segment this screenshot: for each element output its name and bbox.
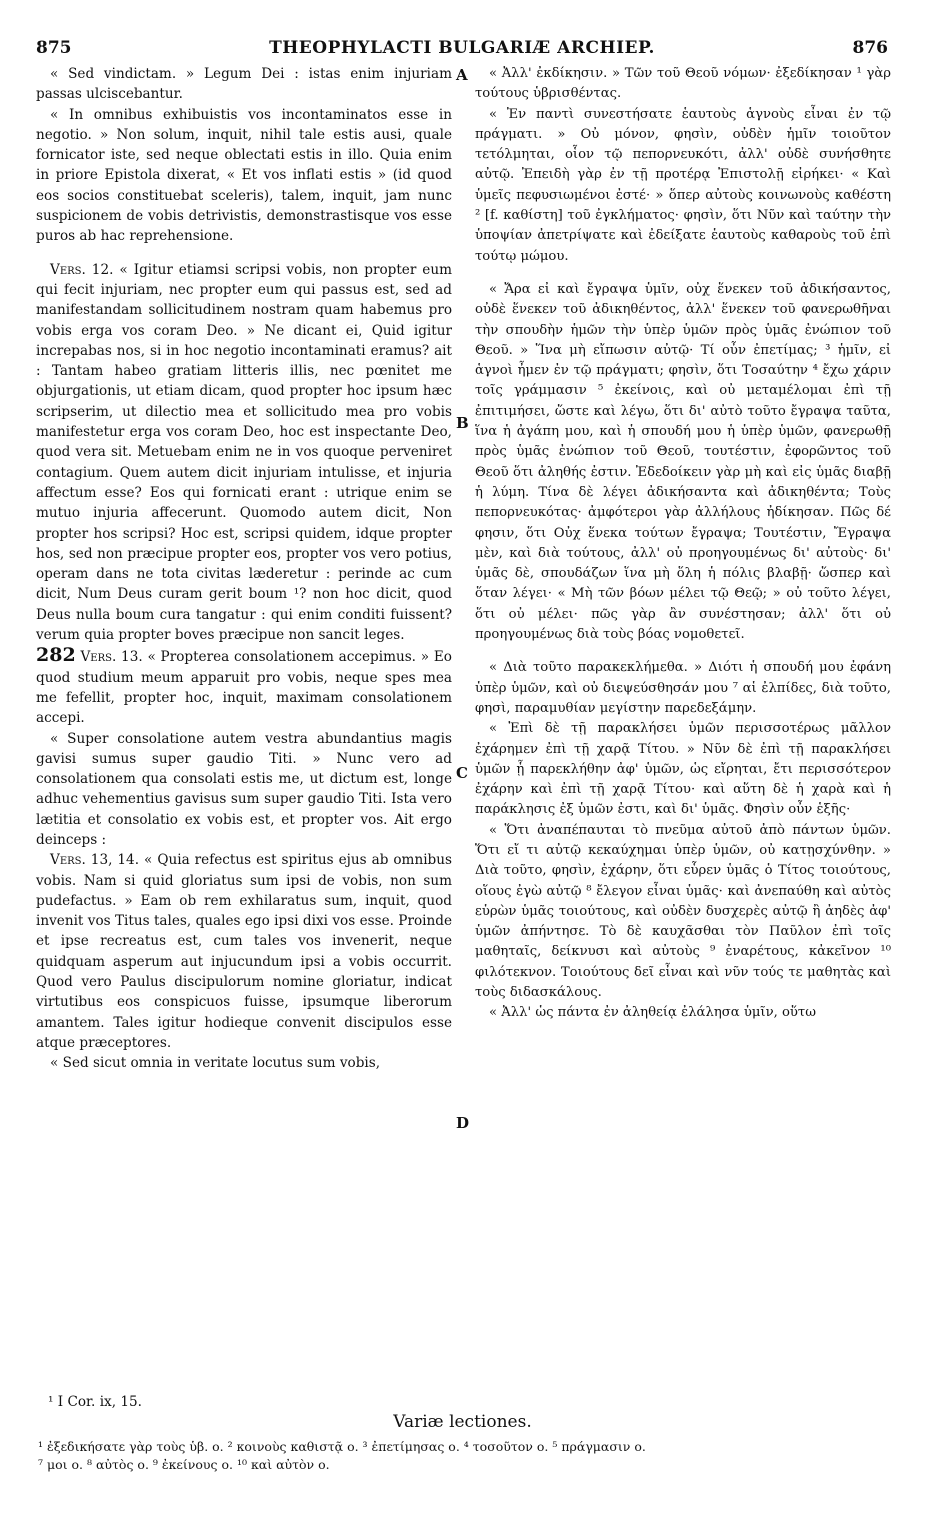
latin-paragraph: 282 Vers. 13. « Propterea consolationem accepimus. » Eo quod studium meum apparuit pro vobis, neque spes mea me fefellit, propter hoc, inquit, maximam consolationem accepi. bbox=[36, 644, 452, 727]
page-number-right: 876 bbox=[852, 38, 888, 58]
page-number-left: 875 bbox=[36, 38, 72, 58]
latin-paragraph: « In omnibus exhibuistis vos incontaminatos esse in negotio. » Non solum, inquit, nihil tale estis ausi, quale fornicator iste, sed neque oblectati estis in illo. Quia enim in priore Epistola dixerat, « Et vos inflati estis » (id quod eos socios constituebat sceleris), talem, inquit, jam nunc suspicionem de vobis detrivistis, demonstrastisque vos esse puros ab hac reprehensione. bbox=[36, 106, 452, 245]
greek-paragraph: « Ἀλλ' ὡς πάντα ἐν ἀληθείᾳ ἐλάλησα ὑμῖν, οὕτω bbox=[489, 1005, 816, 1021]
margin-marker-a: A bbox=[456, 66, 468, 84]
verse-label: Vers. 13. bbox=[80, 649, 143, 666]
greek-paragraph: « Ἄρα εἰ καὶ ἔγραψα ὑμῖν, οὐχ ἕνεκεν τοῦ ἀδικήσαντος, οὐδὲ ἕνεκεν τοῦ ἀδικηθέντος, ἀλλ' ἕνεκεν τοῦ φανερωθῆναι τὴν σπουδὴν ἡμῶν τὴν ὑπὲρ ὑμῶν πρὸς ὑμᾶς ἐνώπιον τοῦ Θεοῦ. » Ἵνα μὴ εἴπωσιν αὐτῷ· Τί οὖν ἐπετίμας; ³ ἡμῖν, εἰ ἁγνοὶ ἦμεν ἐν τῷ πράγματι; φησὶν, ὅτι Τοσαύτην ⁴ ἔχω χάριν τοῖς γράμμασιν ⁵ ἐκείνοις, καὶ οὐ μεταμέλομαι ἐπὶ τῇ ἐπιτιμήσει, ὥστε καὶ λέγω, ὅτι δι' αὐτὸ τοῦτο ἔγραψα ταῦτα, ἵνα ἡ ἀγάπη μου, καὶ ἡ σπουδή μου ἡ ὑπὲρ ὑμῶν, φανερωθῇ πρὸς ὑμᾶς ἐνώπιον τοῦ Θεοῦ, τουτέστιν, ἐφορῶντος τοῦ Θεοῦ ὅτι ἀληθής ἐστιν. Ἐδεδοίκειν γὰρ μὴ καὶ εἰς ὑμᾶς διαβῇ ἡ λύμη. Τίνα δὲ λέγει ἀδικήσαντα καὶ ἀδικηθέντα; Τοὺς πεπορνευκότας· ἀμφότεροι γὰρ ἀλλήλους ἠδίκησαν. Πῶς δέ φησιν, ὅτι Οὐχ ἕνεκα τούτων ἔγραψα; Τουτέστιν, Ἔγραψα μὲν, καὶ διὰ τούτους, ἀλλ' οὐ προηγουμένως δι' αὐτοὺς· δι' ὑμᾶς δὲ, σπουδάζων ἵνα μὴ ὅλη ἡ πόλις βλαβῇ· ὥσπερ καὶ ὅταν λέγει· « Μὴ τῶν βόων μέλει τῷ Θεῷ; » οὐ τοῦτο λέγει, ὅτι οὐ μέλει· πῶς γὰρ ἂν συνέστησαν; ἀλλ' ὅτι οὐ προηγουμένως διὰ τοὺς βόας νομοθετεῖ. bbox=[475, 281, 891, 643]
latin-column bbox=[36, 64, 452, 1074]
greek-paragraph: « Ἐν παντὶ συνεστήσατε ἑαυτοὺς ἁγνοὺς εἶναι ἐν τῷ πράγματι. » Οὐ μόνον, φησὶν, οὐδὲν ἡμῖν τοιοῦτον τετόλμηται, οἷον τῷ πεπορνευκότι, ἀλλ' οὐδὲ συνήσθητε αὐτῷ. Ἐπειδὴ γὰρ ἐν τῇ προτέρᾳ Ἐπιστολῇ εἰρήκει· « Καὶ ὑμεῖς πεφυσιωμένοι ἐστέ· » ὅπερ αὐτοὺς κοινωνοὺς καθέστη ² [f. καθίστη] τοῦ ἐγκλήματος· φησὶν, ὅτι Νῦν καὶ ταύτην τὴν ὑποψίαν ἀπετρίψατε καὶ ἐδείξατε ἑαυτοὺς καθαροὺς τοῦ ἐπὶ τούτῳ μώμου. bbox=[475, 106, 891, 264]
latin-paragraph: « Super consolatione autem vestra abundantius magis gavisi sumus super gaudio Titi. » Nunc vero ad consolationem qua consolati estis me, ut dictum est, longe adhuc vehementius gavisus sum super gaudio Titi. Ista vero lætitia et consolatio ex vobis est, et propter vos. Ait ergo deinceps : bbox=[36, 730, 452, 848]
verse-label: Vers. 13, 14. bbox=[50, 852, 140, 869]
verse-label: Vers. 12. bbox=[50, 261, 114, 278]
margin-marker-c: C bbox=[456, 764, 468, 782]
greek-column bbox=[475, 64, 891, 1024]
latin-paragraph: Vers. 12. « Igitur etiamsi scripsi vobis, non propter eum qui fecit injuriam, nec propter eum qui passus est, sed ad manifestandam sollicitudinem nostram quam habemus pro vobis erga vos coram Deo. » Ne dicant ei, Quid igitur increpabas nos, si in hoc negotio incontaminati eramus? ait : Tantam habeo gratiam litteris illis, nec pœnitet me objurgationis, ut etiam dicam, quod propter hoc ipsum hæc scripserim, ut dilectio mea et sollicitudo mea pro vobis manifestetur erga vos coram Deo, hoc est inspectante Deo, quod vera sit. Metuebam enim ne in vos quoque perveniret contagium. Quem autem dicit injuriam intulisse, et injuria affectum esse? Eos qui fornicati erant : utrique enim se mutuo injuria affecerunt. Quomodo autem dicit, Non propter hos scripsi? Hoc est, scripsi quidem, idque propter hos, sed non præcipue propter eos, propter vos vero potius, operam dans ne tota civitas læderetur : perinde ac cum dicit, Num Deus curam gerit boum ¹? non hoc dicit, quod Deus nulla boum cura tangatur : qui enim conditi fuissent? verum quia propter boves præcipue non sancit leges. bbox=[36, 261, 452, 644]
latin-paragraph: « Sed vindictam. » Legum Dei : istas enim injuriam passas ulciscebantur. bbox=[36, 66, 452, 103]
footnote: ¹ I Cor. ix, 15. bbox=[48, 1394, 142, 1410]
latin-paragraph: Vers. 13, 14. « Quia refectus est spiritus ejus ab omnibus vobis. Nam si quid gloriatus sum ipsi de vobis, non sum pudefactus. » Eam ob rem exhilaratus sum, inquit, quod invenit vos Titus tales, quales ego ipsi dixi vos esse. Proinde et ipse recreatus est, cum tales vos invenerit, neque quidquam asperum aut injucundum ipsi a vobis occurrit. Quod vero Paulus discipulorum nomine gloriatur, indicat virtutibus eos conspicuos fuisse, ipsumque liberorum amantem. Tales igitur hodieque convenit discipulos esse atque præceptores. bbox=[36, 852, 452, 1051]
section-number: 282 bbox=[36, 644, 76, 667]
variant-readings-line: ⁷ μοι ο. ⁸ αὐτὸς ο. ⁹ ἐκείνους ο. ¹⁰ καὶ αὐτὸν ο. bbox=[38, 1457, 330, 1472]
margin-marker-b: B bbox=[456, 414, 469, 432]
running-title: THEOPHYLACTI BULGARIÆ ARCHIEP. bbox=[269, 38, 655, 58]
variae-lectiones-heading: Variæ lectiones. bbox=[393, 1412, 532, 1432]
greek-paragraph: « Ἀλλ' ἐκδίκησιν. » Τῶν τοῦ Θεοῦ νόμων· ἐξεδίκησαν ¹ γὰρ τούτους ὑβρισθέντας. bbox=[475, 66, 891, 102]
page-header bbox=[36, 38, 888, 62]
greek-paragraph: « Ὅτι ἀναπέπαυται τὸ πνεῦμα αὐτοῦ ἀπὸ πάντων ὑμῶν. Ὅτι εἴ τι αὐτῷ κεκαύχημαι ὑπὲρ ὑμῶν, οὐ κατῃσχύνθην. » Διὰ τοῦτο, φησὶν, ἐχάρην, ὅτι εὗρεν ὑμᾶς ὁ Τίτος τοιούτους, οἵους ἐγὼ αὐτῷ ⁸ ἔλεγον εἶναι ὑμᾶς· καὶ ἀνεπαύθη καὶ αὐτὸς εὑρὼν ὑμᾶς τοιούτους, καὶ οὐδὲν δυσχερὲς αὐτῷ ἢ ἀηδὲς ἀφ' ὑμῶν ἀπήντησε. Τὸ δὲ καυχᾶσθαι τὸν Παῦλον ἐπὶ τοῖς μαθηταῖς, δείκνυσι καὶ αὐτοὺς ⁹ ἐναρέτους, κἀκεῖνον ¹⁰ φιλότεκνον. Τοιούτους δεῖ εἶναι καὶ νῦν τούς τε μαθητὰς καὶ τοὺς διδασκάλους. bbox=[475, 822, 891, 1001]
greek-paragraph: « Ἐπὶ δὲ τῇ παρακλήσει ὑμῶν περισσοτέρως μᾶλλον ἐχάρημεν ἐπὶ τῇ χαρᾷ Τίτου. » Νῦν δὲ ἐπὶ τῇ παρακλήσει ὑμῶν ᾗ παρεκλήθην ἀφ' ὑμῶν, ὡς εἴρηται, ἔτι περισσότερον ἐχάρην καὶ ἐπὶ τῇ χαρᾷ Τίτου· καὶ αὕτη δὲ ἡ χαρὰ καὶ ἡ παράκλησις ἐξ ὑμῶν ἐστι, καὶ δι' ὑμᾶς. Φησὶν οὖν ἑξῆς· bbox=[475, 721, 891, 818]
variant-readings-line: ¹ ἐξεδικήσατε γὰρ τοὺς ὑβ. ο. ² κοινοὺς καθιστᾷ ο. ³ ἐπετίμησας ο. ⁴ τοσοῦτον ο. ⁵ πράγμασιν ο. bbox=[38, 1439, 646, 1454]
margin-marker-d: D bbox=[456, 1114, 470, 1132]
greek-paragraph: « Διὰ τοῦτο παρακεκλήμεθα. » Διότι ἡ σπουδή μου ἐφάνη ὑπὲρ ὑμῶν, καὶ οὐ διεψεύσθησάν μου ⁷ αἱ ἐλπίδες, διὰ τοῦτο, φησὶ, παραμυθίαν μεγίστην παρεδεξάμην. bbox=[475, 660, 891, 716]
latin-paragraph: « Sed sicut omnia in veritate locutus sum vobis, bbox=[50, 1055, 381, 1072]
